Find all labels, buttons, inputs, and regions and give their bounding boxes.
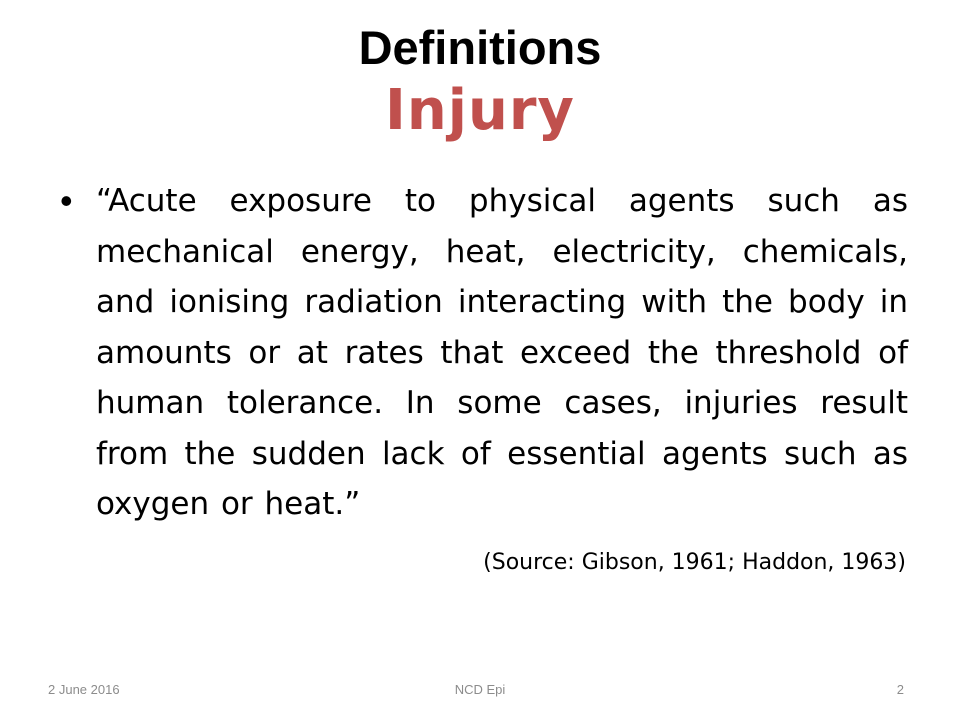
footer-date: 2 June 2016 (48, 682, 120, 697)
slide-title: Definitions (358, 21, 602, 74)
slide-subtitle: Injury (385, 78, 575, 143)
bullet-item (58, 176, 908, 530)
bullet-icon: • (60, 180, 73, 221)
slide-body (58, 176, 908, 578)
title-block (0, 18, 960, 144)
footer-page-number: 2 (896, 682, 904, 697)
source-citation: (Source: Gibson, 1961; Haddon, 1963) (483, 549, 906, 575)
footer-center-text: NCD Epi (454, 682, 506, 697)
definition-text: “Acute exposure to physical agents such as mechanical energy, heat, electricity, chemicals, and ionising radiation interacting with the body in amounts or at rates that exceed the threshold of human tolerance. In some cases, injuries result from the sudden lack of essential agents such as oxygen or heat.” (96, 183, 908, 522)
